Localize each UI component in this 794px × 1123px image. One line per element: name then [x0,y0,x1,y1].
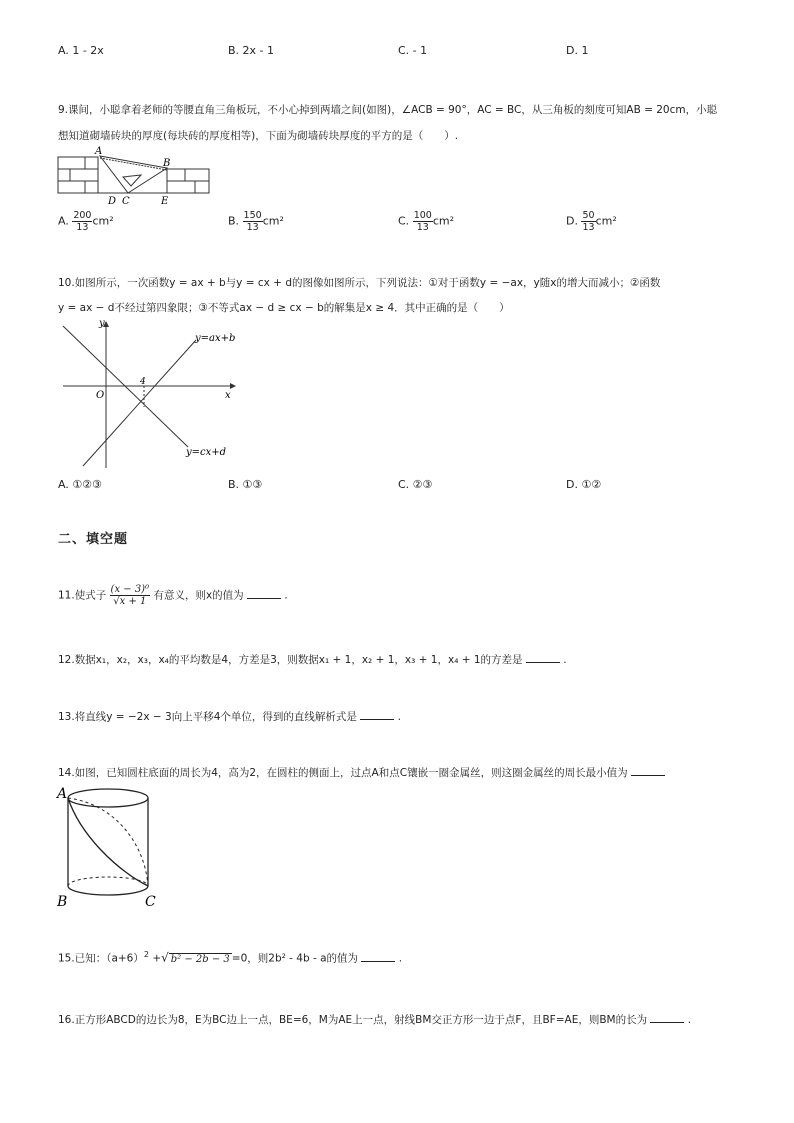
q12-answer-blank[interactable] [526,653,560,663]
q10-origin-label: O [96,390,105,401]
q16-answer-blank[interactable] [650,1013,684,1023]
q10-option-c: C. ②③ [398,478,433,491]
q11: 11.使式子 $\frac{\text{(x − 3)⁰}}{√x + 1}$ 有意义，则x的值为 . [58,584,288,607]
q14-answer-blank[interactable] [631,766,665,776]
q10-line2-label: y=cx+d [186,447,227,458]
q16: 16.正方形ABCD的边长为8，E为BC边上一点，BE=6，M为AE上一点，射线BM交正方形一边于点F，且BF=AE，则BM的长为 . [58,1014,692,1026]
q14-label-a: A [57,786,68,802]
section-title: 二、填空题 [58,532,129,547]
q13-answer-blank[interactable] [360,710,394,720]
q8-option-c: C. - 1 [398,44,428,57]
q15-answer-blank[interactable] [361,952,395,962]
q9-line2: 想知道砌墙砖块的厚度(每块砖的厚度相等)，下面为砌墙砖块厚度的平方的是（ ）. [58,130,459,142]
q10-option-a: A. ①②③ [58,478,102,491]
q8-option-a: A. 1 - 2x [58,44,104,57]
q9-option-b: B. $\frac{150}{13}$ cm² [228,210,284,233]
q14-label-c: C [145,894,156,910]
q10-x-label: x [225,390,231,401]
q10-line1: 10.如图所示，一次函数y = ax + b与y = cx + d的图像如图所示，下列说法：①对于函数y = −ax，y随x的增大而减小；②函数 [58,277,661,289]
q10-line2: y = ax − d不经过第四象限；③不等式ax − d ≥ cx − b的解集是x ≥ 4．其中正确的是（ ） [58,302,510,314]
q8-option-d: D. 1 [566,44,589,57]
q9-label-b: B [163,158,171,169]
q14-cylinder [55,784,165,912]
q9-option-c: C. $\frac{100}{13}$ cm² [398,210,455,233]
q12: 12.数据x₁，x₂，x₃，x₄的平均数是4，方差是3，则数据x₁ + 1，x₂ + 1，x₃ + 1，x₄ + 1的方差是 . [58,654,567,666]
q10-graph [55,316,245,472]
q10-line1-label: y=ax+b [195,333,236,344]
q8-option-b: B. 2x - 1 [228,44,275,57]
q9-figure [55,146,215,206]
q10-y-label: y [99,318,105,329]
q10-option-d: D. ①② [566,478,602,491]
q15: 15.已知：$(a+6)^2$ +√ b² − 2b − 3 =0，则2b² - 4b - a的值为 . [58,950,403,965]
q9-label-d: D [108,196,117,206]
q14-label-b: B [57,894,68,910]
q9-label-a: A [95,146,103,157]
q9-option-d: D. $\frac{50}{13}$ cm² [566,210,617,233]
q9-label-e: E [161,196,169,206]
q9-label-c: C [122,196,130,206]
q9-option-a: A. $\frac{200}{13}$ cm² [58,210,114,233]
q10-tick-4: 4 [140,377,146,387]
q11-answer-blank[interactable] [247,589,281,599]
q14: 14.如图，已知圆柱底面的周长为4，高为2，在圆柱的侧面上，过点A和点C镶嵌一圈金属丝，则这圈金属丝的周长最小值为 [58,765,665,780]
q10-option-b: B. ①③ [228,478,263,491]
q13: 13.将直线y = −2x − 3向上平移4个单位，得到的直线解析式是 . [58,711,401,723]
q9-line1: 9.课间，小聪拿着老师的等腰直角三角板玩，不小心掉到两墙之间(如图)，∠ACB = 90°，AC = BC，从三角板的刻度可知AB = 20cm，小聪 [58,104,718,116]
